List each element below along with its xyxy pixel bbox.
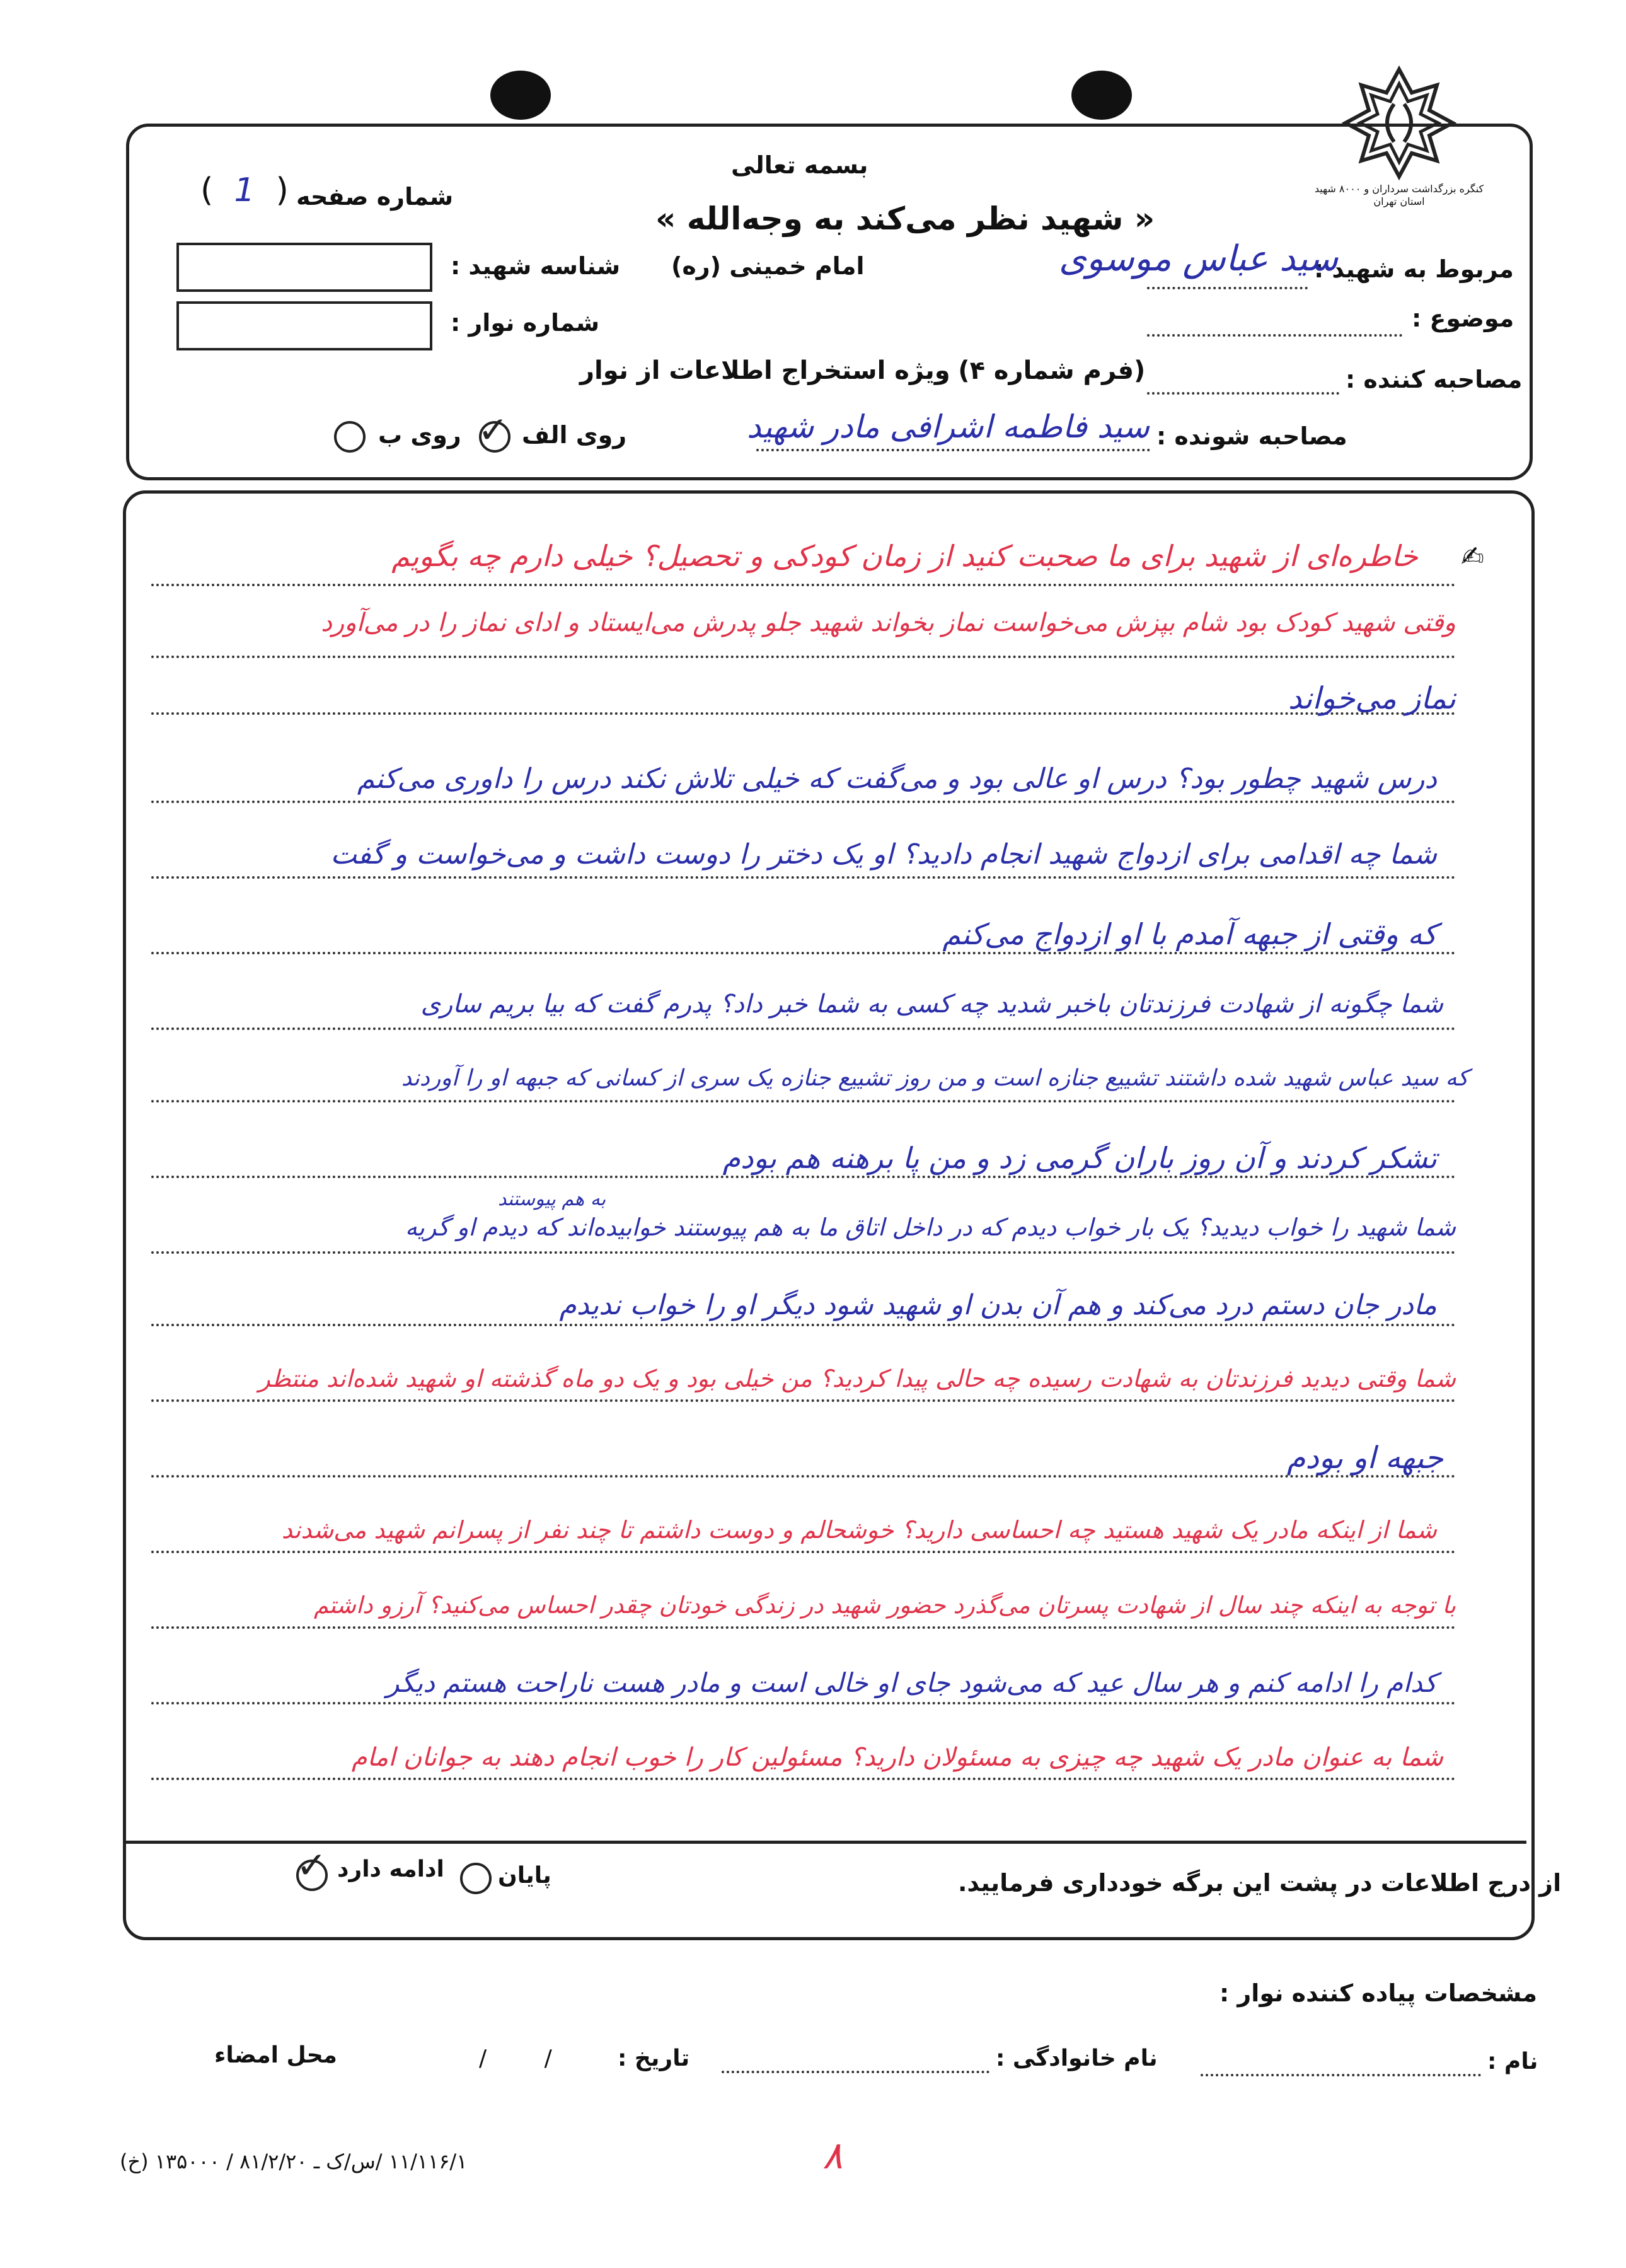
tape-number-input[interactable] [176, 301, 432, 350]
handwritten-line-11: مادر جان دستم درد می‌کند و هم آن بدن او شهید شود دیگر او را خواب ندیدم [559, 1289, 1437, 1321]
logo [1314, 60, 1484, 207]
handwritten-line-6: که وقتی از جبهه آمدم با او ازدواج می‌کنم [942, 917, 1437, 951]
related-martyr-line [1147, 287, 1308, 289]
writing-line [151, 1475, 1456, 1478]
interlinear-note: به هم پیوستند [498, 1188, 606, 1210]
signature-label: محل امضاء [214, 2042, 337, 2068]
family-line [722, 2071, 989, 2073]
martyr-id-label: شناسه شهید : [451, 252, 621, 280]
handwritten-line-17: شما به عنوان مادر یک شهید چه چیزی به مسئولان دارید؟ مسئولین کار را خوب انجام دهند به جوانان امام [351, 1743, 1443, 1772]
interviewee-line [756, 449, 1150, 451]
writing-line [151, 952, 1456, 954]
writing-line [151, 1702, 1456, 1704]
logo-caption: کنگره بزرگداشت سرداران و ۸۰۰۰ شهید استان تهران [1314, 183, 1484, 207]
form-title: (فرم شماره ۴) [958, 356, 1146, 385]
related-martyr-value: سید عباس موسوی [1059, 238, 1339, 279]
side-b-radio[interactable] [334, 421, 366, 453]
handwritten-line-5: شما چه اقدامی برای ازدواج شهید انجام دادید؟ او یک دختر را دوست داشت و می‌خواست و گفت [330, 838, 1437, 871]
writing-line [151, 1778, 1456, 1780]
family-label: نام خانوادگی : [996, 2045, 1158, 2071]
handwritten-line-9: تشکر کردند و آن روز باران گرمی زد و من پا برهنه هم بودم [722, 1141, 1437, 1175]
handwritten-line-1: خاطره‌ای از شهید برای ما صحبت کنید از زمان کودکی و تحصیل؟ خیلی دارم چه بگویم [391, 539, 1418, 573]
punch-hole-left [490, 71, 551, 120]
continues-check-icon: ✓ [296, 1844, 327, 1887]
handwritten-line-16: کدام را ادامه کنم و هر سال عید که می‌شود جای او خالی است و مادر هست ناراحت هستم دیگر [386, 1667, 1437, 1698]
writing-line [151, 1626, 1456, 1629]
writing-line [151, 1551, 1456, 1553]
subject-label: موضوع : [1412, 304, 1514, 332]
form-title-row [580, 356, 1145, 385]
handwritten-line-2: وقتی شهید کودک بود شام بپزش می‌خواست نماز بخواند شهید جلو پدرش می‌ایستاد و ادای نماز را در می‌آورد [321, 608, 1456, 637]
writing-line [151, 712, 1456, 715]
form-subtitle: ویژه استخراج اطلاعات از نوار [580, 356, 950, 385]
side-a-label: روی الف [522, 421, 627, 449]
writing-line [151, 656, 1456, 658]
subject-line [1147, 334, 1402, 337]
page-mark: ۸ [822, 2134, 843, 2178]
handwritten-line-3: نماز می‌خواند [1288, 681, 1456, 716]
handwritten-line-8: که سید عباس شهید شده داشتند تشییع جنازه است و من روز تشییع جنازه یک سری از کسانی که جبهه او را آوردند [401, 1065, 1468, 1091]
handwritten-line-15: با توجه به اینکه چند سال از شهادت پسرتان می‌گذرد حضور شهید در زندگی خودتان چقدر احساس می‌کنید؟ آرزو داشتم [314, 1592, 1456, 1619]
writing-line [151, 801, 1456, 803]
transcriber-heading: مشخصات پیاده کننده نوار : [1220, 1979, 1538, 2007]
writing-line [151, 1100, 1456, 1102]
interviewer-label: مصاحبه کننده : [1346, 366, 1523, 393]
writing-line [151, 876, 1456, 879]
interviewer-line [1147, 392, 1339, 395]
side-b-label: روی ب [378, 421, 461, 449]
writing-line [151, 1027, 1456, 1030]
page-number-value: 1 [234, 171, 255, 209]
writing-line [151, 1399, 1456, 1402]
end-radio[interactable] [460, 1863, 492, 1894]
motto-attribution: امام خمینی (ره) [671, 252, 865, 280]
handwritten-line-14: شما از اینکه مادر یک شهید هستید چه احساسی دارید؟ خوشحالم و دوست داشتم تا چند نفر از پسرانم شهید می‌شدند [281, 1516, 1437, 1544]
page-number-label: شماره صفحه [296, 183, 454, 211]
print-code: ۱۱/۱۱۶/۱ /س/ک ـ ۸۱/۲/۲۰ / ۱۳۵۰۰۰ (خ) [120, 2149, 468, 2173]
handwritten-line-4: درس شهید چطور بود؟ درس او عالی بود و می‌گفت که خیلی تلاش نکند درس را داوری می‌کنم [357, 763, 1437, 795]
martyr-id-input[interactable] [176, 243, 432, 292]
writing-line [151, 1251, 1456, 1254]
end-label: پایان [498, 1863, 551, 1889]
name-line [1201, 2074, 1481, 2076]
pen-icon: ✍ [1461, 541, 1484, 573]
related-martyr-label: مربوط به شهید : [1314, 255, 1514, 283]
writing-line [151, 1176, 1456, 1178]
basmala: بسمه تعالی [731, 151, 868, 179]
handwritten-line-7: شما چگونه از شهادت فرزندتان باخبر شدید چه کسی به شما خبر داد؟ پدرم گفت که بیا بریم ساری [420, 990, 1443, 1019]
side-a-check-icon: ✓ [478, 408, 509, 451]
punch-hole-right [1071, 71, 1132, 120]
interviewee-label: مصاحبه شونده : [1156, 422, 1347, 450]
body-divider [126, 1841, 1526, 1844]
date-value: / / [479, 2045, 552, 2071]
continues-label: ادامه دارد [337, 1856, 444, 1882]
tape-number-label: شماره نوار : [451, 309, 600, 337]
motto: « شهید نظر می‌کند به وجه‌الله » [655, 200, 1155, 237]
name-label: نام : [1487, 2049, 1538, 2074]
page-number-field: ( 1 ) [200, 171, 289, 209]
handwritten-line-10: شما شهید را خواب دیدید؟ یک بار خواب دیدم که در داخل اتاق ما به هم پیوستند خوابیده‌اند که دیدم او گریه [405, 1213, 1456, 1241]
footer-note: از درج اطلاعات در پشت این برگه خودداری فرمایید. [958, 1869, 1562, 1897]
date-label: تاریخ : [618, 2045, 690, 2071]
handwritten-line-13: جبهه او بودم [1286, 1440, 1443, 1476]
interviewee-value: سید فاطمه اشرافی مادر شهید [747, 408, 1150, 445]
writing-line [151, 1324, 1456, 1326]
handwritten-line-12: شما وقتی دیدید فرزندتان به شهادت رسیده چه حالی پیدا کردید؟ من خیلی بود و یک دو ماه گذشته او شهید شده‌اند منتظر [258, 1365, 1456, 1392]
writing-line [151, 584, 1456, 586]
